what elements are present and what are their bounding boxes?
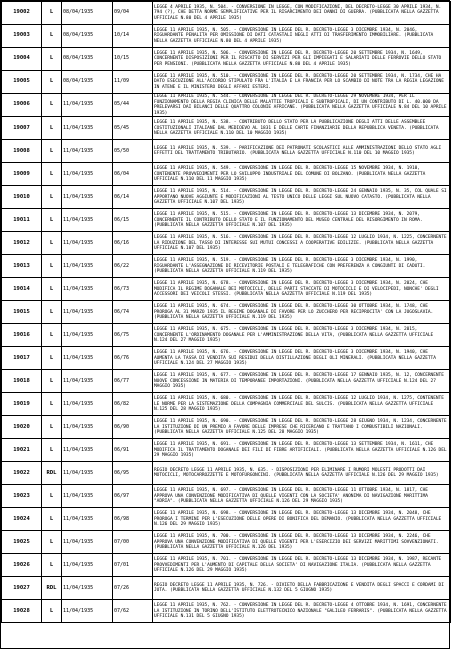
table-row [2,577,451,600]
table-row [2,71,451,94]
record-page: 05/44 [113,94,153,117]
table-row [2,416,451,439]
record-description: LEGGE 11 APRILE 1935, N. 700. - CONVERSIONE IN LEGGE DEL R. DECRETO-LEGGE 13 DICEMBRE 1934, N. 2246, CHE APPROVA UNA CONVENZIONE MODIFICATIVA DI QUELLE VIGENTI PER L'ESERCIZIO DEI SERVIZI MARITTIMI SOVVENZIONATI. (PUBBLICATA NELLA GAZZETTA UFFICIALE N.126 DEL 1935) [153,531,451,554]
record-type: L [42,301,62,324]
record-number: 19026 [2,554,42,577]
record-date: 11/04/1935 [62,577,113,600]
table-row [2,324,451,347]
record-description: REGIO DECRETO LEGGE 11 APRILE 1935, N. 726. - DIVIETO DELLA FABBRICAZIONE E VENDITA DEGLI SPACCI E CORDAMI DI JUTA. (PUBBLICATA NELLA GAZZETTA UFFICIALE N.132 DEL 5 GIUGNO 1935) [153,577,451,600]
table-row [2,94,451,117]
record-page: 09/04 [113,2,153,25]
table-row [2,48,451,71]
table-row [2,439,451,462]
record-page: 10/14 [113,25,153,48]
record-page: 10/15 [113,48,153,71]
record-number: 19012 [2,232,42,255]
record-number: 19004 [2,48,42,71]
record-number: 19022 [2,462,42,485]
record-description: LEGGE 11 APRILE 1935, N. 674. - CONVERSIONE IN LEGGE DEL R. DECRETO-LEGGE 30 OTTOBRE 1934, N. 1748, CHE PROROGA AL 31 MARZO 1935 IL REGIME DOGANALE DI FAVORE PER LO ZUCCHERO PER RECIPROCITA' CON LA JUGOSLAVIA. (PUBBLICATA NELLA GAZZETTA UFFICIALE N.119 DEL 1935) [153,301,451,324]
record-page: 07/00 [113,531,153,554]
record-type: L [42,163,62,186]
table-body [2,2,451,623]
record-date: 11/04/1935 [62,416,113,439]
record-type: L [42,531,62,554]
record-type: L [42,209,62,232]
record-page: 06/15 [113,209,153,232]
table-row [2,25,451,48]
record-type: L [42,140,62,163]
record-description: LEGGE 11 APRILE 1935, N. 506. - CONVERSIONE IN LEGGE DEL R. DECRETO-LEGGE 20 SETTEMBRE 1934, N. 1649, CONCERNENTE DISPOSIZIONI PER IL RISCATTO DI SERVIZI PER GLI IMPIEGATI E SALARIATI DELLE FERROVIE DELLO STATO PER PENSIONI. (PUBBLICATA NELLA GAZZETTA UFFICIALE N.80 DEL 4 APRILE 1935) [153,48,451,71]
record-number: 19010 [2,186,42,209]
record-number: 19027 [2,577,42,600]
record-type: L [42,71,62,94]
record-page: 06/76 [113,347,153,370]
table-row [2,117,451,140]
record-number: 19007 [2,117,42,140]
record-description: LEGGE 11 APRILE 1935, N. 698. - CONVERSIONE IN LEGGE DEL R. DECRETO-LEGGE 13 DICEMBRE 1934, N. 2048, CHE PROROGA I TERMINI PER L'ESECUZIONE DELLE OPERE DI BONIFICA DEL DEMANIO. (PUBBLICATA NELLA GAZZETTA UFFICIALE N.126 DEL 29 MAGGIO 1935) [153,508,451,531]
record-date: 11/04/1935 [62,531,113,554]
record-type: L [42,439,62,462]
record-description: LEGGE 11 APRILE 1935, N. 516. - CONVERSIONE IN LEGGE DEL R. DECRETO-LEGGE 12 LUGLIO 1934, N. 1225, CONCERNENTE LA RIDUZIONE DEL TASSO DI INTERESSE SUI MUTUI CONCESSI A COOPERATIVE EDILIZIE. (PUBBLICATA NELLA GAZZETTA UFFICIALE N.107 DEL 1935) [153,232,451,255]
record-page: 06/73 [113,278,153,301]
record-number: 19006 [2,94,42,117]
record-page: 06/22 [113,255,153,278]
table-row [2,140,451,163]
record-number: 19023 [2,485,42,508]
record-type: L [42,485,62,508]
table-row [2,393,451,416]
record-page: 06/74 [113,301,153,324]
record-date: 08/04/1935 [62,2,113,25]
record-number: 19014 [2,278,42,301]
table-row [2,186,451,209]
legislation-table [1,1,451,623]
record-description: LEGGE 11 APRILE 1935, N. 701. - CONVERSIONE IN LEGGE DEL R. DECRETO-LEGGE 13 DICEMBRE 1934, N. 1987, RECANTE PROVVEDIMENTI PER L'AUMENTO DI CAPITALE DELLA SOCIETA' DI NAVIGAZIONE ITALIA. (PUBBLICATA NELLA GAZZETTA UFFICIALE N.126 DEL 29 MAGGIO 1935) [153,554,451,577]
record-date: 11/04/1935 [62,186,113,209]
record-type: L [42,232,62,255]
record-type: L [42,508,62,531]
table-row [2,485,451,508]
record-type: L [42,370,62,393]
table-row [2,278,451,301]
record-number: 19009 [2,163,42,186]
record-date: 11/04/1935 [62,508,113,531]
record-date: 11/04/1935 [62,232,113,255]
record-type: RDL [42,462,62,485]
record-page: 06/97 [113,485,153,508]
record-type: L [42,393,62,416]
table-row [2,255,451,278]
table-row [2,462,451,485]
record-date: 11/04/1935 [62,278,113,301]
record-description: LEGGE 11 APRILE 1935, N. 549. - CONVERSIONE IN LEGGE DEL R. DECRETO-LEGGE 15 NOVEMBRE 1934, N. 1910, CONTENENTE PROVVEDIMENTI PER LO SVILUPPO INDUSTRIALE DEL COMUNE DI BOLZANO. (PUBBLICATA NELLA GAZZETTA UFFICIALE N.110 DEL 11 MAGGIO 1935) [153,163,451,186]
record-page: 05/45 [113,117,153,140]
record-page: 06/77 [113,370,153,393]
record-page: 07/26 [113,577,153,600]
record-page: 06/14 [113,186,153,209]
record-description: REGIO DECRETO LEGGE 11 APRILE 1935, N. 635. - DISPOSIZIONI PER ELIMINARE I RUMORI MOLESTI PRODOTTI DAI MOTOCICLI, MOTOCARROZZETTE E MOTOFURGONCINI. (PUBBLICATA NELLA GAZZETTA UFFICIALE N.126 DEL 29 MAGGIO 1935) [153,462,451,485]
record-description: LEGGE 11 APRILE 1935, N. 680. - CONVERSIONE IN LEGGE DEL R. DECRETO-LEGGE 12 LUGLIO 1934, N. 1275, CONTENENTE LE NORME PER LA SISTEMAZIONE DELLA COMPAGNIA COMMERCIALE DEL SULCIS. (PUBBLICATA NELLA GAZZETTA UFFICIALE N.125 DEL 28 MAGGIO 1935) [153,393,451,416]
record-type: L [42,600,62,623]
record-description: LEGGE 11 APRILE 1935, N. 676. - CONVERSIONE IN LEGGE DEL R. DECRETO-LEGGE 3 DICEMBRE 1934, N. 1940, CHE AUMENTA LA TASSA DI VENDITA SUI RESIDUI DELLA DISTILLAZIONE DEGLI OLI MINERALI. (PUBBLICATA NELLA GAZZETTA UFFICIALE N.124 DEL 27 MAGGIO 1935) [153,347,451,370]
record-date: 08/04/1935 [62,48,113,71]
record-date: 11/04/1935 [62,370,113,393]
record-number: 19013 [2,255,42,278]
record-date: 11/04/1935 [62,600,113,623]
record-number: 19018 [2,370,42,393]
table-row [2,600,451,623]
record-date: 11/04/1935 [62,347,113,370]
record-type: L [42,278,62,301]
record-number: 19028 [2,600,42,623]
record-number: 19003 [2,25,42,48]
record-description: LEGGE 11 APRILE 1935, N. 690. - CONVERSIONE IN LEGGE DEL R. DECRETO-LEGGE 28 GIUGNO 1934, N. 1234, CONCERNENTE LA ISTITUZIONE DI UN PREMIO A FAVORE DELLE IMPRESE CHE RICERCANO E TRATTANO I COMBUSTIBILI NAZIONALI. (PUBBLICATA NELLA GAZZETTA UFFICIALE N.125 DEL 28 MAGGIO 1935) [153,416,451,439]
record-date: 11/04/1935 [62,301,113,324]
record-type: L [42,2,62,25]
record-description: LEGGE 11 APRILE 1935, N. 538. - CONTRIBUTO DELLO STATO PER LA PUBBLICAZIONE DEGLI ATTI DELLE ASSEMBLEE COSTITUZIONALI ITALIANE DAL MEDIOEVO AL 1831 E DELLE CARTE FINANZIARIE DELLA REPUBBLICA VENETA. (PUBBLICATA NELLA GAZZETTA UFFICIALE N.110 DEL 10 MAGGIO 1935) [153,117,451,140]
record-number: 19016 [2,324,42,347]
record-date: 11/04/1935 [62,554,113,577]
table-row [2,232,451,255]
record-page: 07/01 [113,554,153,577]
record-type: L [42,347,62,370]
record-date: 08/04/1935 [62,25,113,48]
record-number: 19011 [2,209,42,232]
record-type: L [42,554,62,577]
record-date: 11/04/1935 [62,94,113,117]
table-row [2,2,451,25]
record-date: 11/04/1935 [62,439,113,462]
record-type: RDL [42,577,62,600]
record-description: LEGGE 11 APRILE 1935, N. 678. - CONVERSIONE IN LEGGE DEL R. DECRETO-LEGGE 3 DICEMBRE 1934, N. 2024, CHE MODIFICA IL REGIME DOGANALE DEI MOTOCICLI, DELLE PARTI STACCATE DI MOTOCICLI E DI VELOCIPEDI, NONCHE' DEGLI ACCESSORI DEI VEICOLI STESSI. (PUBBLICATA NELLA GAZZETTA UFFICIALE N.119 DEL 1935) [153,278,451,301]
record-date: 11/04/1935 [62,485,113,508]
record-type: L [42,416,62,439]
record-type: L [42,25,62,48]
record-type: L [42,186,62,209]
record-description: LEGGE 11 APRILE 1935, N. 691. - CONVERSIONE IN LEGGE DEL R. DECRETO-LEGGE 13 SETTEMBRE 1934, N. 1611, CHE MODIFICA IL TRATTAMENTO DOGANALE DEI FILI DI FIBRE ARTIFICIALI. (PUBBLICATA NELLA GAZZETTA UFFICIALE N.126 DEL 29 MAGGIO 1935) [153,439,451,462]
record-date: 11/04/1935 [62,117,113,140]
record-description: LEGGE 11 APRILE 1935, N. 514. - CONVERSIONE IN LEGGE DEL R. DECRETO-LEGGE 24 GENNAIO 1935, N. 35, COL QUALE SI APPORTANO NUOVE AGGIUNTE E MODIFICAZIONI AL TESTO UNICO DELLE LEGGI SUL NUOVO CATASTO. (PUBBLICATA NELLA GAZZETTA UFFICIALE N.107 DEL 1935) [153,186,451,209]
record-number: 19015 [2,301,42,324]
record-page: 06/16 [113,232,153,255]
record-description: LEGGE 11 APRILE 1935, N. 697. - CONVERSIONE IN LEGGE DEL R. DECRETO-LEGGE 11 OTTOBRE 1934, N. 1817, CHE APPROVA UNA CONVENZIONE MODIFICATIVA DI QUELLE VIGENTI CON LA SOCIETA' ANONIMA DI NAVIGAZIONE MARITTIMA "ADRIA". (PUBBLICATA NELLA GAZZETTA UFFICIALE N.126 DEL 29 MAGGIO 1935) [153,485,451,508]
record-number: 19017 [2,347,42,370]
record-page: 06/95 [113,462,153,485]
record-number: 19024 [2,508,42,531]
record-number: 19008 [2,140,42,163]
record-description: LEGGE 11 APRILE 1935, N. 544. - CONVERSIONE IN LEGGE DEL R. DECRETO-LEGGE 29 NOVEMBRE 1934, PER IL FUNZIONAMENTO DELLA REGIA CLINICA DELLE MALATTIE TROPICALI E SUBTROPICALI, DI UN CONTRIBUTO DI L. 40.000 DA PRELEVARSI DAI BILANCI DELLE QUATTRO COLONIE AFRICANE. (PUBBLICATA NELLA GAZZETTA UFFICIALE N.84 DEL 10 APRILE 1935) [153,94,451,117]
table-row [2,508,451,531]
record-number: 19019 [2,393,42,416]
table-row [2,347,451,370]
record-page: 07/62 [113,600,153,623]
record-type: L [42,94,62,117]
record-date: 11/04/1935 [62,462,113,485]
record-description: LEGGE 11 APRILE 1935, N. 505. - CONVERSIONE IN LEGGE DEL R. DECRETO-LEGGE 3 DICEMBRE 1934, N. 2046, RIGUARDANTE PENALITA PER OMISSIONE DI DATI CATASTALI NEGLI ATTI DI TRASFERIMENTO IMMOBILIARE. (PUBBLICATA NELLA GAZZETTA UFFICIALE N.80 DEL 4 APRILE 1935) [153,25,451,48]
record-date: 08/04/1935 [62,71,113,94]
table-row [2,554,451,577]
record-date: 11/04/1935 [62,324,113,347]
record-number: 19025 [2,531,42,554]
table-row [2,163,451,186]
record-type: L [42,48,62,71]
record-page: 06/98 [113,508,153,531]
record-description: LEGGE 11 APRILE 1935, N. 677. - CONVERSIONE IN LEGGE DEL R. DECRETO-LEGGE 17 GENNAIO 1935, N. 12, CONCERNENTE NUOVE CONCESSIONI IN MATERIA DI TEMPORANEE IMPORTAZIONI. (PUBBLICATA NELLA GAZZETTA UFFICIALE N.124 DEL 27 MAGGIO 1935) [153,370,451,393]
record-description: LEGGE 11 APRILE 1935, N. 539. - PARIFICAZIONE DEI PATRONATI SCOLASTICI ALLE AMMINISTRAZIONI DELLO STATO AGLI EFFETTI DEL TRATTAMENTO TRIBUTARIO. (PUBBLICATA NELLA GAZZETTA UFFICIALE N.110 DEL 10 MAGGIO 1935) [153,140,451,163]
record-description: LEGGE 11 APRILE 1935, N. 515. - CONVERSIONE IN LEGGE DEL R. DECRETO-LEGGE 13 DICEMBRE 1934, N. 2079, CONCERNENTE IL CONTRIBUTO DELLO STATO E IL FUNZIONAMENTO DEL MUSEO CENTRALE DEL RISORGIMENTO IN ROMA. (PUBBLICATA NELLA GAZZETTA UFFICIALE N.107 DEL 1935) [153,209,451,232]
record-page: 06/91 [113,439,153,462]
record-description: LEGGE 11 APRILE 1935, N. 510. - CONVERSIONE IN LEGGE DEL R. DECRETO-LEGGE 20 SETTEMBRE 1934, N. 1734, CHE HA DATO ESECUZIONE ALL'ACCORDO STIPULATO FRA L'ITALIA E LA FRANCIA PER LO SCAMBIO DI NOTE TRA LA REGIA LEGAZIONE IN ATENE E IL MINISTERO DEGLI AFFARI ESTERI. [153,71,451,94]
record-type: L [42,324,62,347]
record-number: 19005 [2,71,42,94]
record-type: L [42,255,62,278]
record-number: 19021 [2,439,42,462]
record-description: LEGGE 11 APRILE 1935, N. 675. - CONVERSIONE IN LEGGE DEL R. DECRETO-LEGGE 3 DICEMBRE 1934, N. 2015, CONCERNENTE L'ORDINAMENTO DOGANALE PER L'AMMINISTRAZIONE DELLA VITA, (PUBBLICATA NELLA GAZZETTA UFFICIALE N.124 DEL 27 MAGGIO 1935) [153,324,451,347]
record-page: 05/50 [113,140,153,163]
record-page: 11/09 [113,71,153,94]
table-row [2,370,451,393]
record-date: 11/04/1935 [62,393,113,416]
table-row [2,209,451,232]
record-number: 19002 [2,2,42,25]
record-date: 11/04/1935 [62,209,113,232]
record-description: LEGGE 4 APRILE 1935, N. 504. - CONVERSIONE IN LEGGE, CON MODIFICAZIONI, DEL DECRETO-LEGGE 30 APRILE 1934, N. 794 (?), CHE DETTA NORME SEMPLIFICATIVE PER IL RISARCIMENTO DEI DANNI DI GUERRA. (PUBBLICATA NELLA GAZZETTA UFFICIALE N.80 DEL 4 APRILE 1935) [153,2,451,25]
table-row [2,531,451,554]
record-date: 11/04/1935 [62,140,113,163]
record-description: LEGGE 11 APRILE 1935, N. 519. - CONVERSIONE IN LEGGE DEL R. DECRETO-LEGGE 3 DICEMBRE 1934, N. 1990, RIGUARDANTE L'ASSEGNAZIONE DI RICEVITORIE POSTALI E TELEGRAFICHE CON PREFERENZA A CONGIUNTI DI CADUTI. (PUBBLICATA NELLA GAZZETTA UFFICIALE N.119 DEL 1935) [153,255,451,278]
record-date: 11/04/1935 [62,255,113,278]
record-type: L [42,117,62,140]
record-description: LEGGE 11 APRILE 1935, N. 762. - CONVERSIONE IN LEGGE DEL R. DECRETO-LEGGE 4 OTTOBRE 1934, N. 1691, CONCERNENTE LA ISTITUZIONE IN TORINO DELL'ISTITUTO ELETTROTECNICO NAZIONALE "GALILEO FERRARIS". (PUBBLICATA NELLA GAZZETTA UFFICIALE N.131 DEL 5 GIUGNO 1935) [153,600,451,623]
record-page: 06/04 [113,163,153,186]
record-date: 11/04/1935 [62,163,113,186]
record-page: 06/75 [113,324,153,347]
record-number: 19020 [2,416,42,439]
record-page: 06/90 [113,416,153,439]
record-page: 06/82 [113,393,153,416]
table-row [2,301,451,324]
